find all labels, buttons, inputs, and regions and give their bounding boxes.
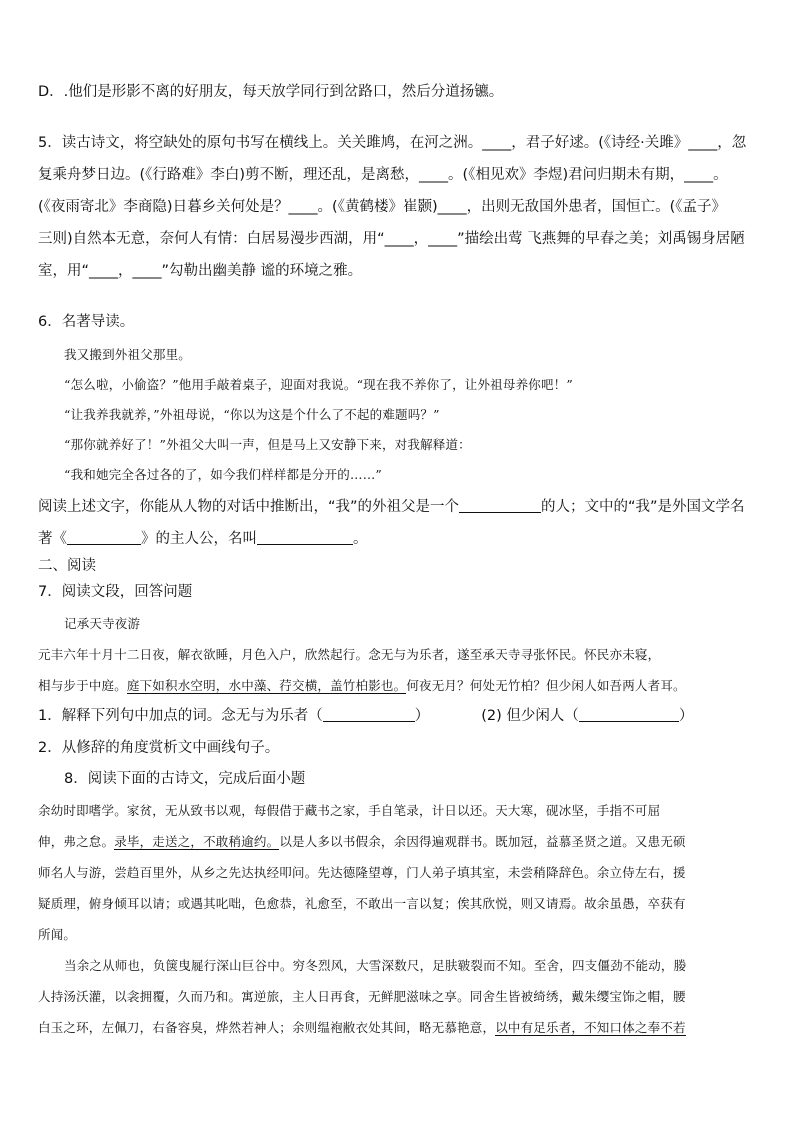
- q7-text-b: 何夜无月？何处无竹柏？但少闲人如吾两人者耳。: [406, 678, 686, 693]
- q6-quote-3: “让我养我就养，”外祖母说，“你以为这是个什么了不起的难题吗？”: [64, 407, 440, 422]
- underlined-sentence: 以中有足乐者，不知口体之奉不若: [495, 1020, 686, 1035]
- q7-text-a: 相与步于中庭。: [38, 678, 127, 693]
- q6-question-line-2: [38, 529, 368, 549]
- q8-heading: 8．阅读下面的古诗文，完成后面小题: [64, 771, 306, 787]
- q6-question-line-1: [38, 497, 745, 517]
- q7-passage-title: 记承天寺夜游: [64, 616, 141, 631]
- q6-line2-middle: 》的主人公，名叫: [141, 531, 257, 547]
- q5-line-1: 5．读古诗文，将空缺处的原句书写在横线上。关关雎鸠，在河之洲。____，君子好逑。(《诗经·关雎》____，忽: [38, 135, 747, 151]
- answer-blank[interactable]: [323, 707, 415, 722]
- answer-blank[interactable]: [257, 530, 353, 545]
- q7-sub1: [38, 706, 693, 726]
- q8-passage-line-5: 所闻。: [38, 927, 77, 942]
- q7-passage-line-1: 元丰六年十月十二日夜，解衣欲睡，月色入户，欣然起行。念无与为乐者，遂至承天寺寻张怀民。怀民亦未寝，: [38, 647, 661, 662]
- q6-quote-1: 我又搬到外祖父那里。: [64, 347, 192, 362]
- q8-text-a: 伸，弗之怠。: [38, 834, 115, 849]
- q5-line-5: 室，用“____，____”勾勒出幽美静 谧的环境之雅。: [38, 263, 363, 279]
- q8-passage-line-4: 疑质理，俯身倾耳以请；或遇其叱咄，色愈恭，礼愈至，不敢出一言以复；俟其欣悦，则又请焉。故余虽愚，卒获有: [38, 896, 686, 911]
- q7-passage-line-2: [38, 676, 686, 696]
- q6-heading: 6．名著导读。: [38, 314, 135, 330]
- q6-line2-prefix: 著《: [38, 531, 67, 547]
- q6-quote-4: “那你就养好了！”外祖父大叫一声，但是马上又安静下来，对我解释道：: [64, 437, 471, 452]
- underlined-sentence: 录毕，走送之，不敢稍逾约。: [114, 834, 280, 849]
- q7-sub1-d: ）: [678, 708, 694, 724]
- q6-line2-end: 。: [353, 531, 368, 547]
- q8-text-b: 以是人多以书假余，余因得遍观群书。既加冠，益慕圣贤之道。又患无硕: [279, 834, 686, 849]
- q8-passage-line-1: 余幼时即嗜学。家贫，无从致书以观，每假借于藏书之家，手自笔录，计日以还。天大寒，砚冰坚，手指不可屈: [38, 803, 661, 818]
- option-d-line: D．.他们是形影不离的好朋友，每天放学同行到岔路口，然后分道扬镳。: [38, 84, 504, 100]
- q7-sub1-c: (2) 但少闲人（: [481, 708, 579, 724]
- q8-passage-line-3: 师名人与游，尝趋百里外，从乡之先达执经叩问。先达德隆望尊，门人弟子填其室，未尝稍降辞色。余立侍左右，援: [38, 865, 686, 880]
- q5-line-4: 三则)自然本无意，奈何人有情：白居易漫步西湖，用“____，____”描绘出莺 飞燕舞的早春之美；刘禹锡身居陋: [38, 231, 745, 247]
- q8-passage-line-6: 当余之从师也，负箧曳屣行深山巨谷中。穷冬烈风，大雪深数尺，足肤皲裂而不知。至舍，四支僵劲不能动，媵: [64, 958, 687, 973]
- q7-sub1-b: ）: [414, 708, 430, 724]
- q5-line-3: (《夜雨寄北》李商隐)日暮乡关何处是？____。(《黄鹤楼》崔颢)____，出则无敌国外患者，国恒亡。(《孟子》: [38, 199, 727, 215]
- q7-sub1-a: 1．解释下列句中加点的词。念无与为乐者（: [38, 708, 323, 724]
- q6-quote-5: “我和她完全各过各的了，如今我们样样都是分开的……”: [64, 467, 382, 482]
- q7-heading: 7．阅读文段，回答问题: [38, 584, 193, 600]
- q6-quote-2: “怎么啦，小偷盗？”他用手敲着桌子，迎面对我说。“现在我不养你了，让外祖母养你吧！”: [64, 377, 573, 392]
- q8-text-c: 白玉之环，左佩刀，右备容臭，烨然若神人；余则缊袍敝衣处其间，略无慕艳意，: [38, 1020, 496, 1035]
- answer-blank[interactable]: [579, 707, 679, 722]
- q7-sub2: 2．从修辞的角度赏析文中画线句子。: [38, 740, 280, 756]
- underlined-sentence: 庭下如积水空明，水中藻、荇交横，盖竹柏影也。: [126, 678, 407, 693]
- q6-prefix: 阅读上述文字，你能从人物的对话中推断出，“我”的外祖父是一个: [38, 499, 460, 515]
- answer-blank[interactable]: [67, 530, 141, 545]
- q6-middle: 的人；文中的“我”是外国文学名: [541, 499, 745, 515]
- q8-passage-line-2: [38, 832, 686, 852]
- q8-passage-line-8: [38, 1018, 686, 1038]
- q8-passage-line-7: 人持汤沃灌，以衾拥覆，久而乃和。寓逆旅，主人日再食，无鲜肥滋味之享。同舍生皆被绮绣，戴朱缨宝饰之帽，腰: [38, 989, 686, 1004]
- answer-blank[interactable]: [459, 498, 541, 513]
- q5-line-2: 复乘舟梦日边。(《行路难》李白)剪不断，理还乱，是离愁，____。(《相见欢》李煜)君问归期未有期，____。: [38, 167, 728, 183]
- section-2-heading: 二、阅读: [38, 558, 96, 574]
